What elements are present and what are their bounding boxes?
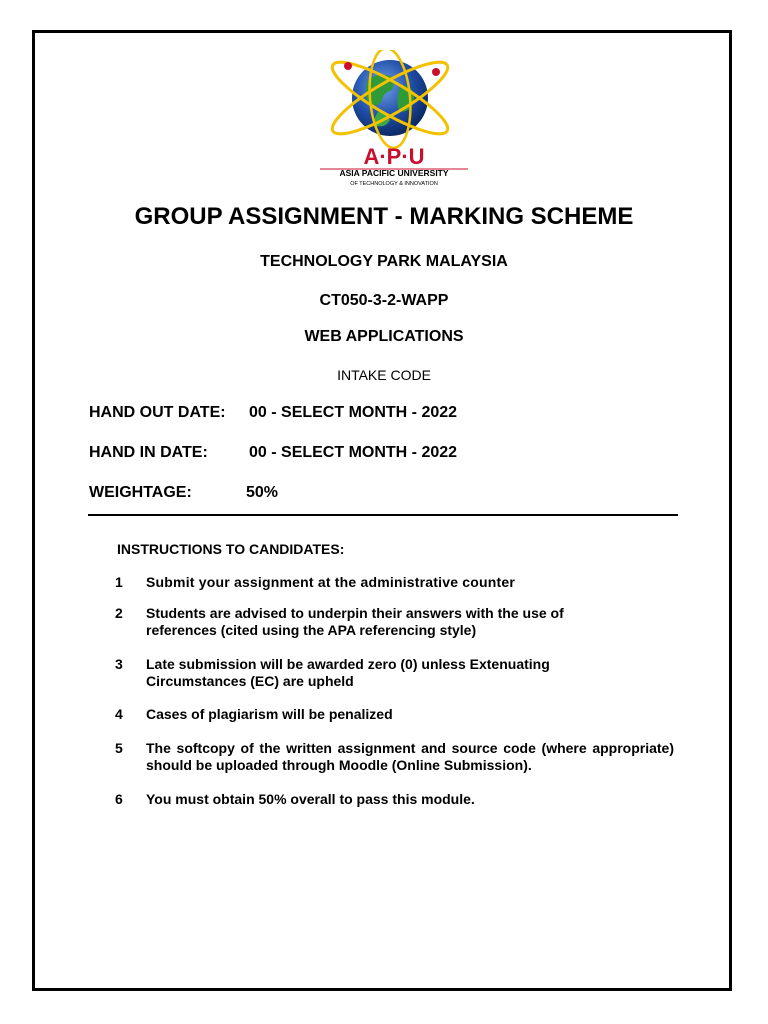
svg-text:ASIA PACIFIC UNIVERSITY: ASIA PACIFIC UNIVERSITY [339, 168, 449, 178]
instruction-text: Students are advised to underpin their answers with the use of references (cited using the APA referencing style) [146, 605, 564, 638]
instruction-item [115, 791, 675, 808]
instruction-text: Late submission will be awarded zero (0) unless Extenuating Circumstances (EC) are upheld [146, 656, 550, 689]
instruction-item [115, 740, 675, 774]
instructions-heading: INSTRUCTIONS TO CANDIDATES: [117, 541, 345, 557]
hand-out-date-value: 00 - SELECT MONTH - 2022 [249, 404, 458, 421]
module-name: WEB APPLICATIONS [304, 328, 464, 345]
intake-code: INTAKE CODE [337, 367, 431, 383]
section-divider [88, 514, 678, 516]
instruction-text: Submit your assignment at the administrative counter [146, 574, 516, 590]
apu-globe-icon [318, 50, 470, 190]
weightage-row [89, 484, 279, 502]
location-heading: TECHNOLOGY PARK MALAYSIA [260, 253, 508, 270]
hand-in-date-value: 00 - SELECT MONTH - 2022 [249, 444, 458, 461]
weightage-label: WEIGHTAGE: [89, 484, 192, 501]
instruction-number: 2 [115, 605, 123, 621]
instruction-number: 3 [115, 656, 123, 672]
apu-logo [318, 50, 470, 190]
instruction-number: 4 [115, 706, 123, 722]
svg-text:OF TECHNOLOGY & INNOVATION: OF TECHNOLOGY & INNOVATION [350, 181, 438, 187]
instruction-item [115, 574, 675, 591]
hand-in-date-row [89, 444, 458, 462]
instruction-text: Cases of plagiarism will be penalized [146, 706, 393, 722]
page-title: GROUP ASSIGNMENT - MARKING SCHEME [134, 203, 634, 230]
hand-in-date-label: HAND IN DATE: [89, 444, 208, 461]
weightage-value: 50% [246, 484, 279, 501]
module-code: CT050-3-2-WAPP [319, 292, 449, 309]
instruction-item [115, 706, 675, 723]
instruction-number: 6 [115, 791, 123, 807]
hand-out-date-row [89, 404, 458, 422]
instruction-number: 5 [115, 740, 123, 756]
instruction-text: The softcopy of the written assignment and source code (where appropriate) should be uploaded through Moodle (Online Submission). [146, 740, 674, 773]
instruction-item [115, 656, 675, 690]
svg-text:A·P·U: A·P·U [363, 144, 425, 169]
instruction-item [115, 605, 675, 639]
instruction-number: 1 [115, 574, 123, 590]
hand-out-date-label: HAND OUT DATE: [89, 404, 226, 421]
instruction-text: You must obtain 50% overall to pass this module. [146, 791, 475, 807]
